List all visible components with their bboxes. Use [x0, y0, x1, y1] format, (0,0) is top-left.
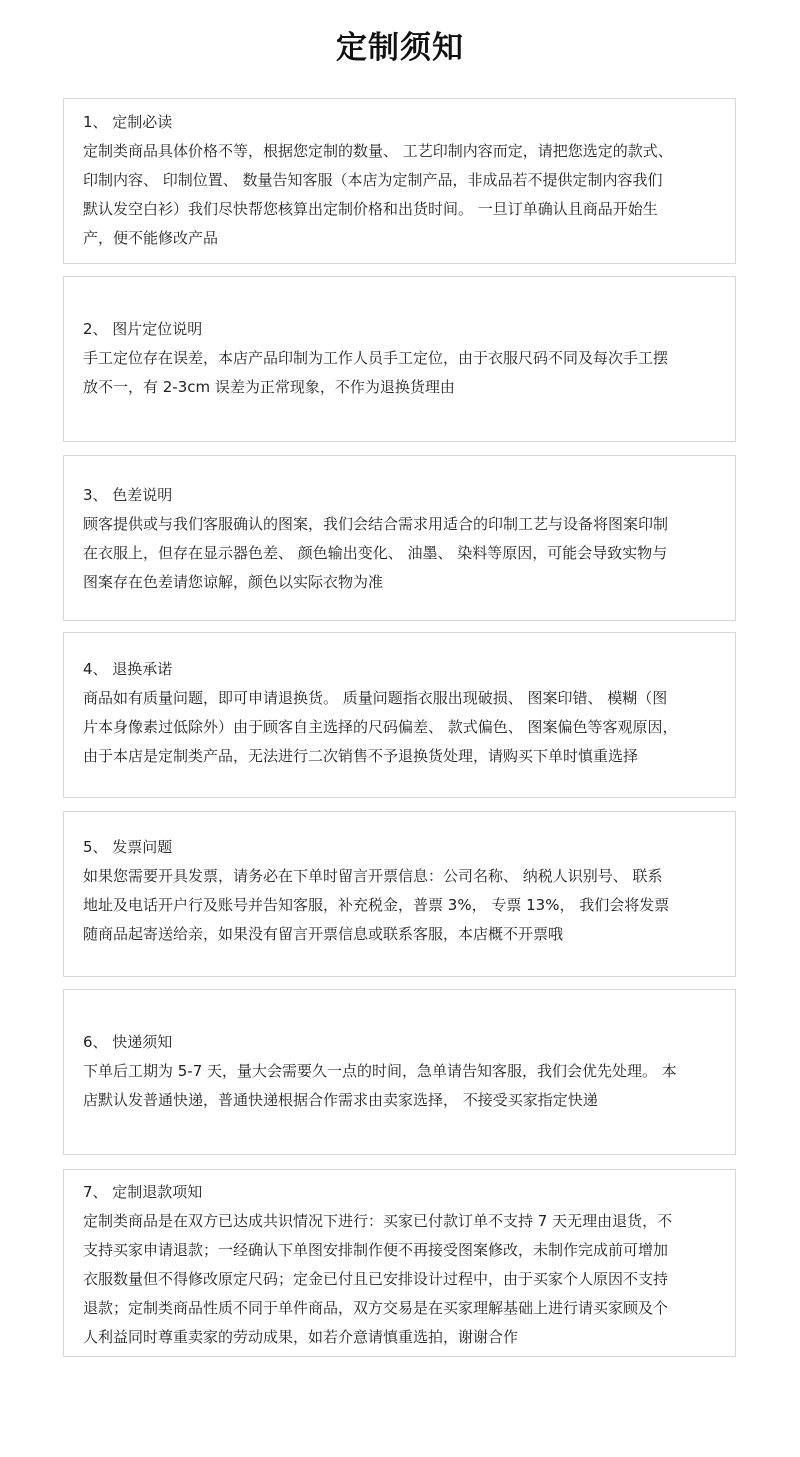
section-line: 如果您需要开具发票，请务必在下单时留言开票信息：公司名称、 纳税人识别号、 联系 [83, 867, 663, 885]
section-line: 手工定位存在误差，本店产品印制为工作人员手工定位，由于衣服尺码不同及每次手工摆 [83, 349, 669, 367]
section-heading: 7、 定制退款项知 [83, 1183, 203, 1201]
notice-section-image-positioning [63, 276, 736, 442]
section-line: 图案存在色差请您谅解，颜色以实际衣物为准 [83, 573, 384, 591]
section-line: 顾客提供或与我们客服确认的图案，我们会结合需求用适合的印制工艺与设备将图案印制 [83, 515, 669, 533]
section-line: 在衣服上，但存在显示器色差、 颜色输出变化、 油墨、 染料等原因，可能会导致实物与 [83, 544, 668, 562]
section-line: 衣服数量但不得修改原定尺码；定金已付且已安排设计过程中，由于买家个人原因不支持 [83, 1270, 669, 1288]
section-line: 片本身像素过低除外）由于顾客自主选择的尺码偏差、 款式偏色、 图案偏色等客观原因， [83, 718, 678, 736]
section-line: 印制内容、 印制位置、 数量告知客服（本店为定制产品，非成品若不提供定制内容我们 [83, 171, 663, 189]
section-line: 定制类商品具体价格不等，根据您定制的数量、 工艺印制内容而定，请把您选定的款式、 [83, 142, 673, 160]
section-heading: 2、 图片定位说明 [83, 320, 203, 338]
section-body [83, 344, 723, 402]
section-body [83, 684, 723, 771]
section-line: 由于本店是定制类产品，无法进行二次销售不予退换货处理，请购买下单时慎重选择 [83, 747, 639, 765]
section-line: 店默认发普通快递，普通快递根据合作需求由卖家选择， 不接受买家指定快递 [83, 1091, 598, 1109]
notice-section-refund [63, 1169, 736, 1357]
section-body [83, 137, 723, 253]
section-heading: 1、 定制必读 [83, 113, 173, 131]
section-heading: 3、 色差说明 [83, 486, 173, 504]
section-body [83, 862, 723, 949]
notice-section-color-difference [63, 455, 736, 621]
section-line: 退款；定制类商品性质不同于单件商品，双方交易是在买家理解基础上进行请买家顾及个 [83, 1299, 669, 1317]
section-line: 人利益同时尊重卖家的劳动成果，如若介意请慎重选拍，谢谢合作 [83, 1328, 519, 1346]
section-body [83, 510, 723, 597]
section-line: 产，便不能修改产品 [83, 229, 219, 247]
section-line: 地址及电话开户行及账号并告知客服，补充税金，普票 3%， 专票 13%， 我们会将发票 [83, 896, 670, 914]
section-line: 随商品起寄送给亲，如果没有留言开票信息或联系客服，本店概不开票哦 [83, 925, 564, 943]
section-line: 商品如有质量问题，即可申请退换货。 质量问题指衣服出现破损、 图案印错、 模糊（图 [83, 689, 668, 707]
section-body [83, 1207, 723, 1352]
section-line: 定制类商品是在双方已达成共识情况下进行：买家已付款订单不支持 7 天无理由退货，不 [83, 1212, 673, 1230]
section-line: 支持买家申请退款；一经确认下单图安排制作便不再接受图案修改，未制作完成前可增加 [83, 1241, 669, 1259]
notice-section-invoice [63, 811, 736, 977]
notice-section-shipping [63, 989, 736, 1155]
section-heading: 4、 退换承诺 [83, 660, 173, 678]
section-heading: 5、 发票问题 [83, 838, 173, 856]
section-body [83, 1057, 723, 1115]
section-line: 默认发空白衫）我们尽快帮您核算出定制价格和出货时间。 一旦订单确认且商品开始生 [83, 200, 658, 218]
notice-section-custom-must-read [63, 98, 736, 264]
notice-section-return-promise [63, 632, 736, 798]
section-line: 放不一，有 2-3cm 误差为正常现象，不作为退换货理由 [83, 378, 455, 396]
section-heading: 6、 快递须知 [83, 1033, 173, 1051]
section-line: 下单后工期为 5-7 天，量大会需要久一点的时间，急单请告知客服，我们会优先处理。 本 [83, 1062, 677, 1080]
page-title: 定制须知 [336, 30, 464, 66]
